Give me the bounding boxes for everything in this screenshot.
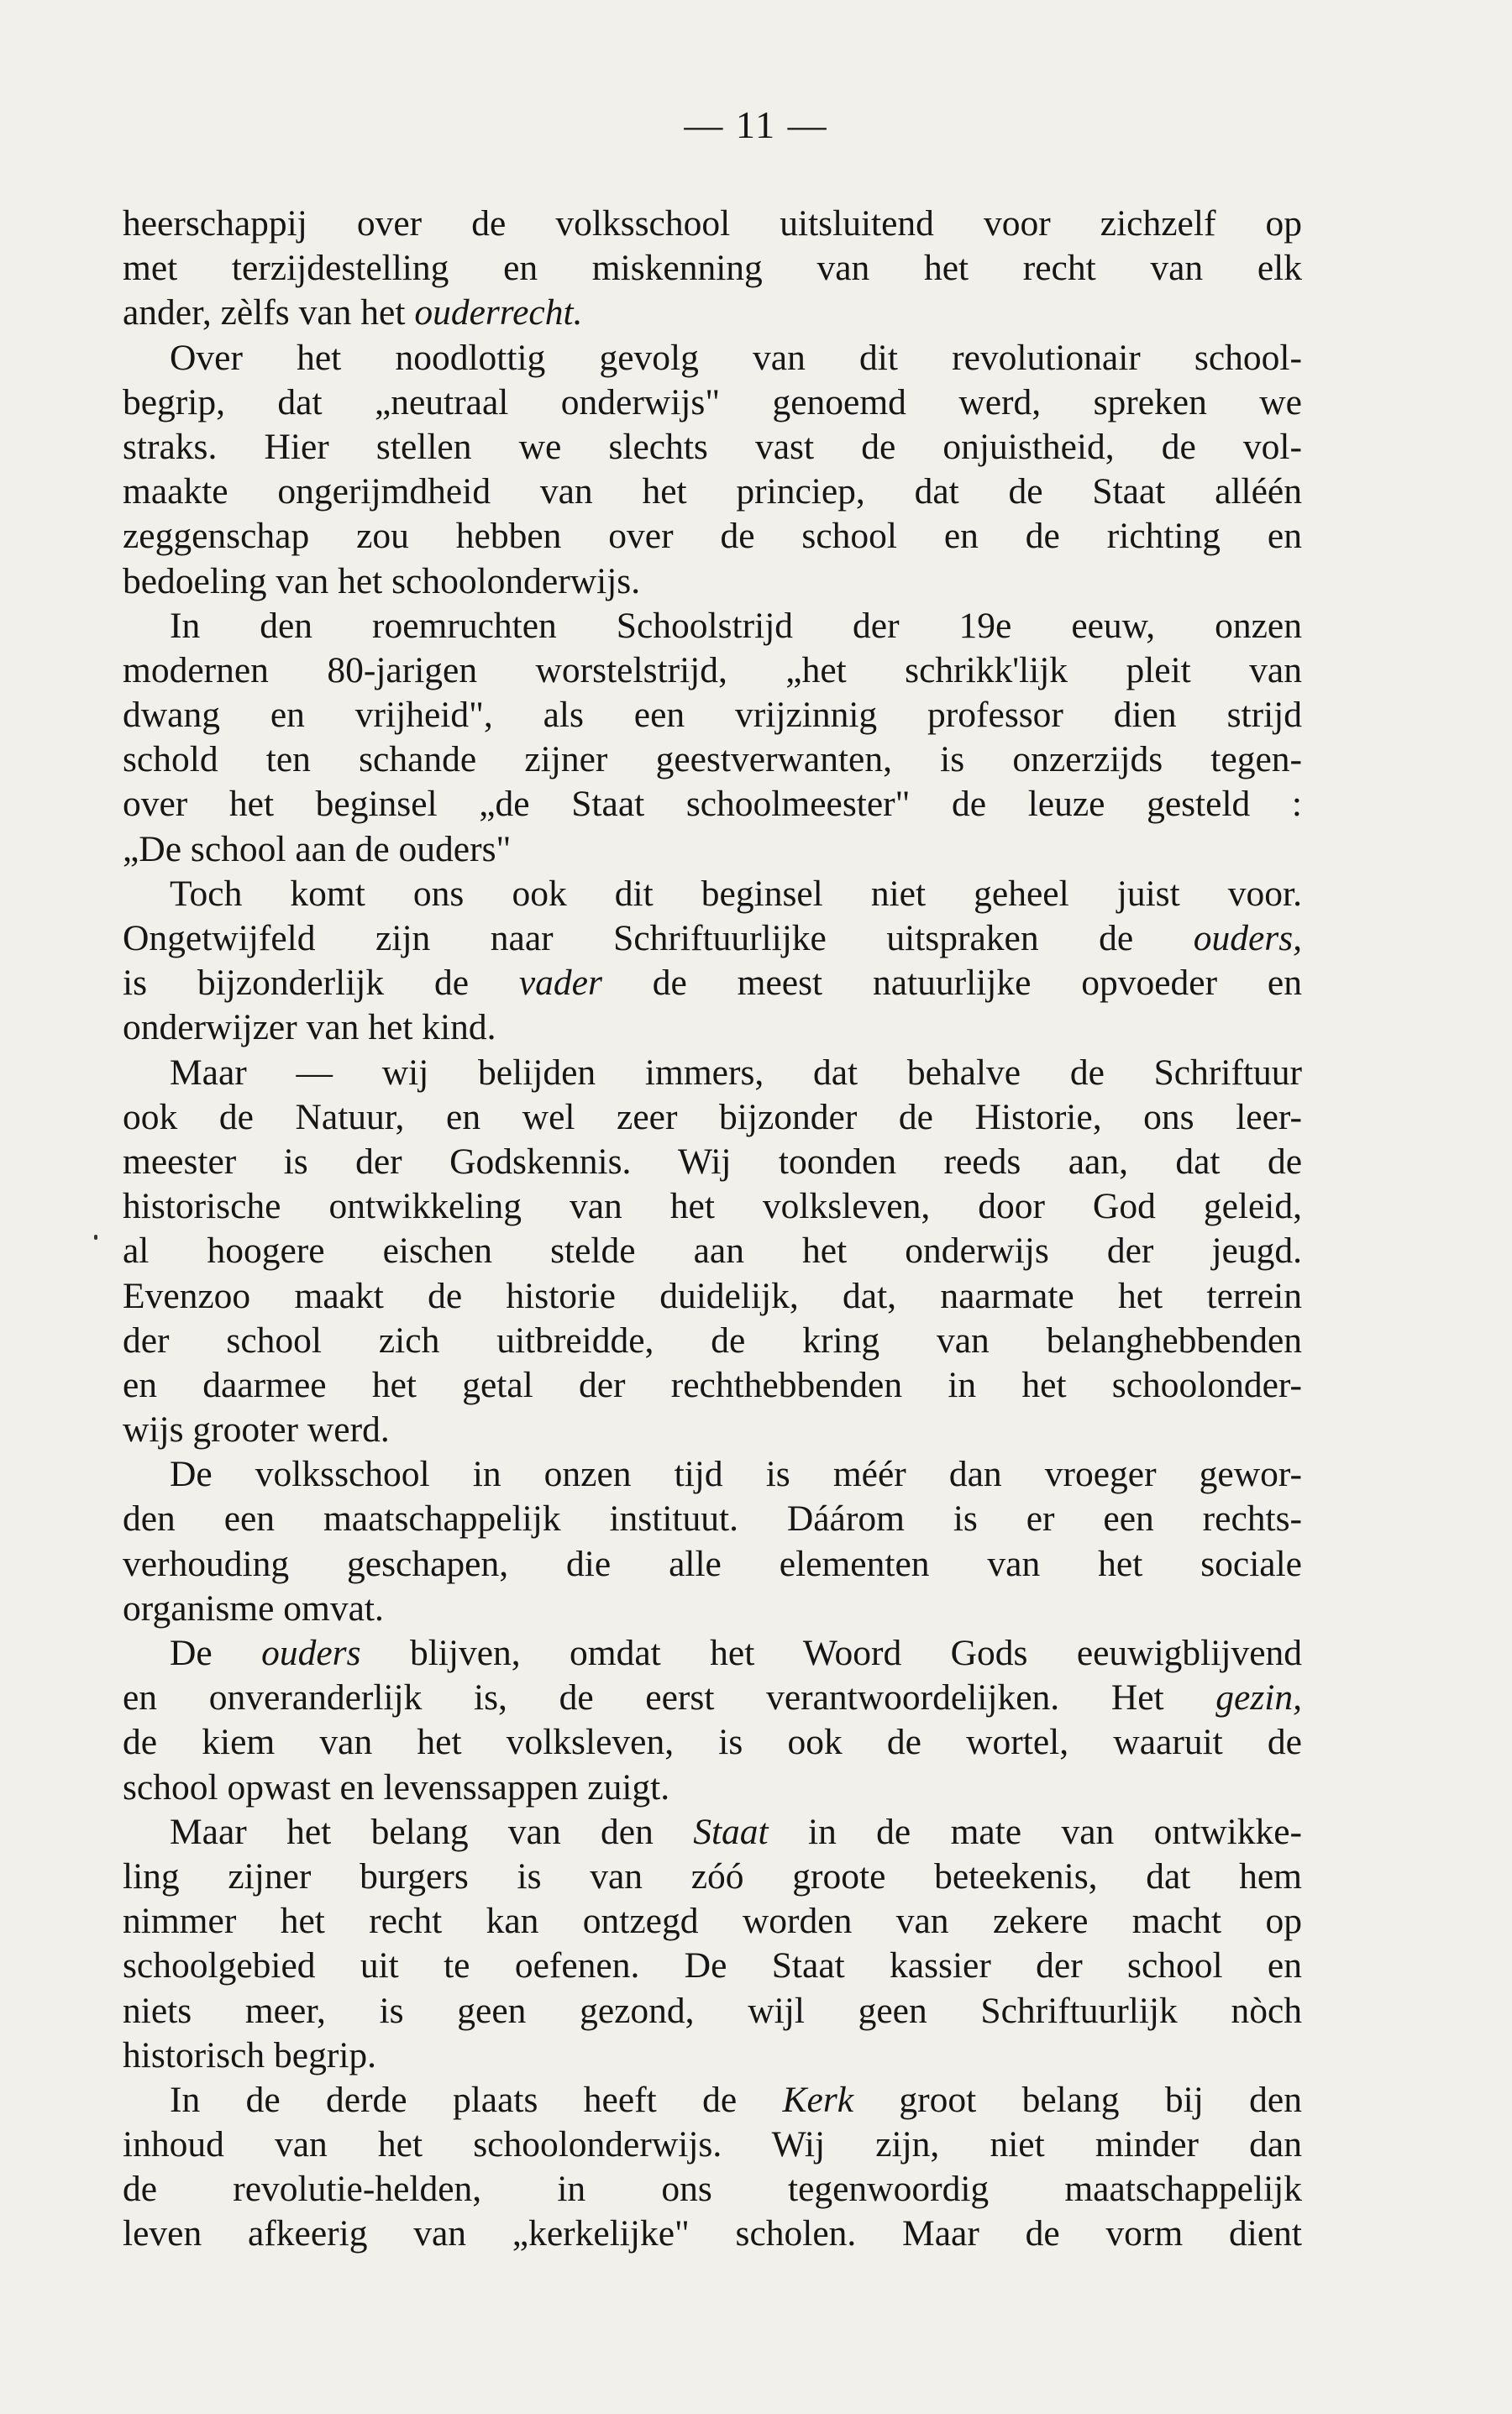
text-line: niets meer, is geen gezond, wijl geen Schriftuurlijk nòch <box>123 1990 1302 2031</box>
text-line: al hoogere eischen stelde aan het onderwijs der jeugd. <box>123 1231 1302 1272</box>
text-line: heerschappij over de volksschool uitsluitend voor zichzelf op <box>123 203 1302 244</box>
text-line: ling zijner burgers is van zóó groote beteekenis, dat hem <box>123 1855 1302 1897</box>
text-line: historische ontwikkeling van het volksleven, door God geleid, <box>123 1186 1302 1227</box>
text-line: meester is der Godskennis. Wij toonden reeds aan, dat de <box>123 1141 1302 1182</box>
text-line: In de derde plaats heeft de Kerk groot belang bij den <box>170 2079 1302 2120</box>
text-line: Maar — wij belijden immers, dat behalve de Schriftuur <box>170 1052 1302 1093</box>
text-line: is bijzonderlijk de vader de meest natuurlijke opvoeder en <box>123 963 1302 1004</box>
text-line: school opwast en levenssappen zuigt. <box>123 1766 670 1808</box>
text-line: In den roemruchten Schoolstrijd der 19e eeuw, onzen <box>170 605 1302 646</box>
text-line: maakte ongerijmdheid van het princiep, dat de Staat alléén <box>123 471 1302 512</box>
text-line: schold ten schande zijner geestverwanten, is onzerzijds tegen- <box>123 739 1302 780</box>
text-line: wijs grooter werd. <box>123 1409 390 1451</box>
text-line: De ouders blijven, omdat het Woord Gods eeuwigblijvend <box>170 1633 1302 1673</box>
text-line: modernen 80-jarigen worstelstrijd, „het schrikk'lijk pleit van <box>123 649 1302 690</box>
text-line: organisme omvat. <box>123 1587 384 1629</box>
text-line: de kiem van het volksleven, is ook de wortel, waaruit de <box>123 1722 1302 1763</box>
text-line: met terzijdestelling en miskenning van het recht van elk <box>123 248 1302 289</box>
text-line: dwang en vrijheid", als een vrijzinnig professor dien strijd <box>123 695 1302 736</box>
text-line: Toch komt ons ook dit beginsel niet geheel juist voor. <box>170 873 1302 914</box>
text-line: zeggenschap zou hebben over de school en de richting en <box>123 516 1302 557</box>
italic-word: ouderrecht. <box>414 292 583 333</box>
italic-word: ouders, <box>1193 918 1302 958</box>
italic-word: Staat <box>693 1811 769 1852</box>
body-text <box>123 202 1302 2257</box>
text-line: Over het noodlottig gevolg van dit revolutionair school- <box>170 337 1302 378</box>
text-line: en daarmee het getal der rechthebbenden in het schoolonder- <box>123 1364 1302 1405</box>
text-line: de revolutie-helden, in ons tegenwoordig maatschappelijk <box>123 2169 1302 2210</box>
text-line: Ongetwijfeld zijn naar Schriftuurlijke uitspraken de ouders, <box>123 918 1302 958</box>
text-line: De volksschool in onzen tijd is méér dan vroeger gewor- <box>170 1454 1302 1495</box>
text-line: den een maatschappelijk instituut. Dáárom is er een rechts- <box>123 1498 1302 1540</box>
text-line: ook de Natuur, en wel zeer bijzonder de Historie, ons leer- <box>123 1096 1302 1137</box>
italic-word: gezin, <box>1215 1677 1302 1719</box>
italic-word: Kerk <box>782 2079 854 2120</box>
text-line: over het beginsel „de Staat schoolmeester" de leuze gesteld : <box>123 784 1302 825</box>
text-line: verhouding geschapen, die alle elementen van het sociale <box>123 1543 1302 1584</box>
text-line: straks. Hier stellen we slechts vast de onjuistheid, de vol- <box>123 426 1302 467</box>
text-line: Evenzoo maakt de historie duidelijk, dat, naarmate het terrein <box>123 1275 1302 1316</box>
text-line: Maar het belang van den Staat in de mate van ontwikke- <box>170 1811 1302 1852</box>
ink-speck <box>94 1235 97 1240</box>
text-line: der school zich uitbreidde, de kring van belanghebbenden <box>123 1320 1302 1361</box>
text-line: historisch begrip. <box>123 2034 377 2076</box>
text-line: begrip, dat „neutraal onderwijs" genoemd werd, spreken we <box>123 381 1302 422</box>
text-line: „De school aan de ouders" <box>123 828 512 869</box>
text-line: ander, zèlfs van het ouderrecht. <box>123 292 583 333</box>
italic-word: ouders <box>261 1633 361 1673</box>
text-line: leven afkeerig van „kerkelijke" scholen. Maar de vorm dient <box>123 2213 1302 2254</box>
text-line: bedoeling van het schoolonderwijs. <box>123 560 641 601</box>
text-line: nimmer het recht kan ontzegd worden van zekere macht op <box>123 1901 1302 1942</box>
text-line: en onveranderlijk is, de eerst verantwoordelijken. Het gezin, <box>123 1677 1302 1719</box>
text-line: schoolgebied uit te oefenen. De Staat kassier der school en <box>123 1945 1302 1986</box>
text-line: onderwijzer van het kind. <box>123 1007 496 1048</box>
page-number: — 11 — <box>684 103 828 146</box>
text-line: inhoud van het schoolonderwijs. Wij zijn, niet minder dan <box>123 2124 1302 2165</box>
italic-word: vader <box>518 963 602 1004</box>
